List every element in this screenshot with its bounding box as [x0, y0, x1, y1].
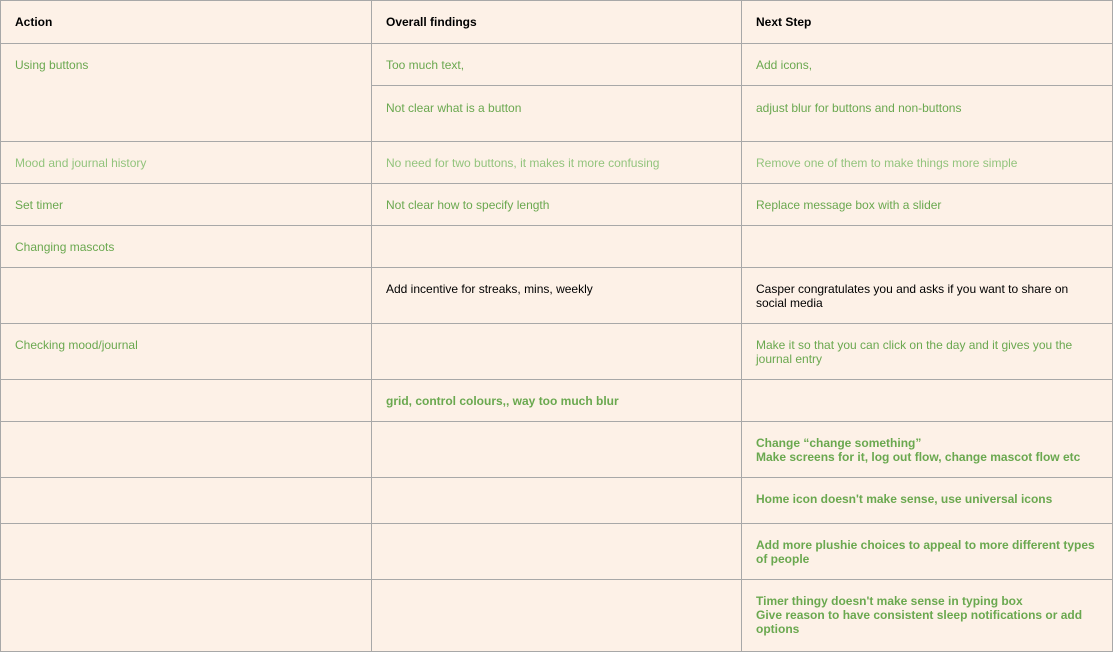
table-cell-next-step: Home icon doesn't make sense, use universal icons: [742, 478, 1113, 524]
next-step-line: Change “change something”: [756, 436, 922, 450]
table-cell-action: Changing mascots: [1, 226, 372, 268]
next-step-line: Give reason to have consistent sleep notifications or add options: [756, 608, 1083, 636]
table-cell-findings: [372, 324, 742, 380]
table-cell-findings: [372, 422, 742, 478]
table-cell-action: Checking mood/journal: [1, 324, 372, 380]
header-next-step: Next Step: [742, 1, 1113, 44]
table-cell-next-step: Casper congratulates you and asks if you want to share on social media: [742, 268, 1113, 324]
table-cell-findings: Too much text,: [372, 44, 742, 86]
table-cell-action: [1, 524, 372, 580]
table-cell-next-step: adjust blur for buttons and non-buttons: [742, 86, 1113, 142]
table-cell-next-step: Replace message box with a slider: [742, 184, 1113, 226]
table-cell-findings: grid, control colours,, way too much blur: [372, 380, 742, 422]
table-cell-next-step: [742, 380, 1113, 422]
table-cell-findings: Add incentive for streaks, mins, weekly: [372, 268, 742, 324]
table-cell-findings: [372, 580, 742, 651]
table-cell-findings: Not clear what is a button: [372, 86, 742, 142]
table-cell-next-step: [742, 422, 1113, 478]
table-cell-findings: [372, 478, 742, 524]
table-cell-next-step: Remove one of them to make things more simple: [742, 142, 1113, 184]
table-cell-action: Mood and journal history: [1, 142, 372, 184]
header-overall-findings: Overall findings: [372, 1, 742, 44]
table-cell-action: [1, 580, 372, 651]
table-cell-next-step: Add icons,: [742, 44, 1113, 86]
table-cell-findings: [372, 226, 742, 268]
table-cell-action: [1, 478, 372, 524]
table-cell-findings: [372, 524, 742, 580]
next-step-line: Make screens for it, log out flow, change mascot flow etc: [756, 450, 1081, 464]
table-cell-next-step: Make it so that you can click on the day and it gives you the journal entry: [742, 324, 1113, 380]
table-cell-next-step: Add more plushie choices to appeal to more different types of people: [742, 524, 1113, 580]
table-cell-action: Using buttons: [1, 44, 372, 142]
table-cell-findings: Not clear how to specify length: [372, 184, 742, 226]
table-cell-next-step: [742, 226, 1113, 268]
table-cell-action: [1, 422, 372, 478]
header-action: Action: [1, 1, 372, 44]
next-step-line: Timer thingy doesn't make sense in typing box: [756, 594, 1023, 608]
table-cell-next-step: [742, 580, 1113, 651]
table-cell-action: [1, 268, 372, 324]
table-cell-action: Set timer: [1, 184, 372, 226]
table-cell-action: [1, 380, 372, 422]
table-cell-findings: No need for two buttons, it makes it more confusing: [372, 142, 742, 184]
